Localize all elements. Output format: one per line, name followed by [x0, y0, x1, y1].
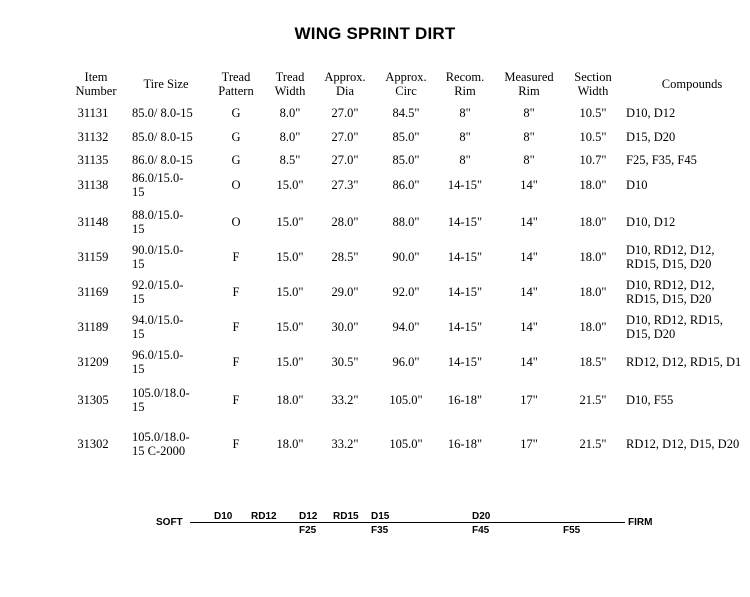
item-number-cell: 31159 [77, 250, 109, 264]
section-width-cell: 21.5" [579, 437, 607, 451]
section-width-cell: 10.7" [579, 153, 607, 167]
item-number-cell: 31138 [77, 178, 109, 192]
compounds-cell [626, 130, 750, 144]
approx-dia-cell: 33.2" [331, 393, 359, 407]
measured-rim-cell: 14" [520, 250, 538, 264]
tire-size-cell-line: 15 [132, 327, 145, 341]
tire-size-cell [132, 348, 212, 376]
page-title: WING SPRINT DIRT [294, 24, 456, 43]
tread-pattern-cell: F [232, 320, 240, 334]
tread-pattern-cell: F [232, 437, 240, 451]
approx-circ-cell: 84.5" [392, 106, 420, 120]
item-number-cell: 31148 [77, 215, 109, 229]
tread-width-cell: 18.0" [276, 393, 304, 407]
section-width-cell: 21.5" [579, 393, 607, 407]
compounds-cell-line: RD12, D12, RD15, D1 [626, 355, 742, 369]
tread-pattern-cell: F [232, 355, 240, 369]
recom-rim-cell: 14-15" [447, 178, 483, 192]
recom-rim-cell: 16-18" [447, 393, 483, 407]
compounds-cell [626, 215, 750, 229]
tire-size-cell-line: 86.0/ 8.0-15 [132, 153, 193, 167]
item-number-cell: 31131 [77, 106, 109, 120]
tire-size-cell [132, 386, 212, 414]
header-approx-circ: Approx. Circ [385, 70, 427, 98]
compounds-cell-line: D10, F55 [626, 393, 674, 407]
tire-size-cell-line: 15 [132, 185, 145, 199]
tread-width-cell: 15.0" [276, 355, 304, 369]
recom-rim-cell: 14-15" [447, 355, 483, 369]
tread-width-cell: 18.0" [276, 437, 304, 451]
approx-dia-cell: 28.0" [331, 215, 359, 229]
tire-size-cell-line: 15 [132, 257, 145, 271]
tire-size-cell [132, 313, 212, 341]
approx-circ-cell: 88.0" [392, 215, 420, 229]
tread-width-cell: 15.0" [276, 285, 304, 299]
scale-firm-label: FIRM [628, 517, 653, 528]
section-width-cell: 10.5" [579, 130, 607, 144]
tire-size-cell [132, 430, 212, 458]
tire-size-cell-line: 88.0/15.0- [132, 208, 184, 222]
section-width-cell: 18.0" [579, 215, 607, 229]
recom-rim-cell: 14-15" [447, 215, 483, 229]
section-width-cell: 18.0" [579, 178, 607, 192]
tread-width-cell: 15.0" [276, 250, 304, 264]
item-number-cell: 31302 [77, 437, 109, 451]
approx-dia-cell: 27.0" [331, 106, 359, 120]
measured-rim-cell: 8" [523, 153, 535, 167]
approx-circ-cell: 92.0" [392, 285, 420, 299]
header-section-width: Section Width [574, 70, 612, 98]
compounds-cell-line: D15, D20 [626, 130, 676, 144]
item-number-cell: 31209 [77, 355, 109, 369]
scale-soft-label: SOFT [156, 517, 183, 528]
scale-mark-f25: F25 [299, 525, 317, 536]
tread-pattern-cell: F [232, 250, 240, 264]
compounds-cell-line: RD15, D15, D20 [626, 257, 712, 271]
tire-size-cell-line: 15 [132, 292, 145, 306]
item-number-cell: 31132 [77, 130, 109, 144]
recom-rim-cell: 14-15" [447, 320, 483, 334]
measured-rim-cell: 8" [523, 130, 535, 144]
scale-mark-rd15: RD15 [333, 511, 359, 522]
tread-pattern-cell: O [231, 215, 241, 229]
scale-mark-f55: F55 [563, 525, 581, 536]
measured-rim-cell: 14" [520, 320, 538, 334]
recom-rim-cell: 14-15" [447, 285, 483, 299]
compounds-cell-line: RD15, D15, D20 [626, 292, 712, 306]
compounds-cell [626, 437, 750, 451]
scale-mark-d15: D15 [371, 511, 390, 522]
compounds-cell [626, 393, 750, 407]
measured-rim-cell: 14" [520, 178, 538, 192]
tire-size-cell-line: 105.0/18.0- [132, 430, 190, 444]
tread-pattern-cell: G [231, 130, 241, 144]
tire-size-cell-line: 85.0/ 8.0-15 [132, 130, 193, 144]
approx-dia-cell: 28.5" [331, 250, 359, 264]
approx-dia-cell: 29.0" [331, 285, 359, 299]
tire-size-cell-line: 94.0/15.0- [132, 313, 184, 327]
tire-size-cell-line: 90.0/15.0- [132, 243, 184, 257]
approx-circ-cell: 94.0" [392, 320, 420, 334]
scale-line [190, 522, 625, 523]
compounds-cell-line: D10, RD12, D12, [626, 243, 715, 257]
section-width-cell: 10.5" [579, 106, 607, 120]
recom-rim-cell: 8" [459, 153, 471, 167]
tire-size-cell-line: 85.0/ 8.0-15 [132, 106, 193, 120]
recom-rim-cell: 16-18" [447, 437, 483, 451]
recom-rim-cell: 8" [459, 130, 471, 144]
header-tread-width: Tread Width [274, 70, 306, 98]
tire-size-cell [132, 208, 212, 236]
compounds-cell-line: D10, RD12, D12, [626, 278, 715, 292]
tread-pattern-cell: G [231, 153, 241, 167]
tire-size-cell [132, 171, 212, 199]
scale-mark-rd12: RD12 [251, 511, 277, 522]
scale-mark-f45: F45 [472, 525, 490, 536]
approx-dia-cell: 27.0" [331, 153, 359, 167]
tread-pattern-cell: F [232, 393, 240, 407]
measured-rim-cell: 14" [520, 355, 538, 369]
compounds-cell-line: D10, D12 [626, 215, 676, 229]
tread-width-cell: 15.0" [276, 178, 304, 192]
tire-size-cell-line: 92.0/15.0- [132, 278, 184, 292]
tread-pattern-cell: G [231, 106, 241, 120]
header-recom-rim: Recom. Rim [445, 70, 485, 98]
tire-size-cell [132, 243, 212, 271]
header-tread-pattern: Tread Pattern [218, 70, 254, 98]
tire-size-cell-line: 86.0/15.0- [132, 171, 184, 185]
tread-width-cell: 8.0" [279, 106, 301, 120]
approx-circ-cell: 86.0" [392, 178, 420, 192]
item-number-cell: 31135 [77, 153, 109, 167]
item-number-cell: 31169 [77, 285, 109, 299]
tread-width-cell: 15.0" [276, 215, 304, 229]
approx-dia-cell: 27.3" [331, 178, 359, 192]
tire-size-cell [132, 106, 212, 120]
approx-dia-cell: 30.5" [331, 355, 359, 369]
header-item-number: Item Number [75, 70, 117, 98]
compounds-cell [626, 313, 750, 341]
tire-size-cell-line: 105.0/18.0- [132, 386, 190, 400]
tread-pattern-cell: F [232, 285, 240, 299]
header-measured-rim: Measured Rim [504, 70, 554, 98]
section-width-cell: 18.0" [579, 320, 607, 334]
recom-rim-cell: 8" [459, 106, 471, 120]
header-compounds: Compounds [661, 77, 723, 91]
header-approx-dia: Approx. Dia [324, 70, 366, 98]
measured-rim-cell: 14" [520, 215, 538, 229]
approx-circ-cell: 105.0" [389, 393, 423, 407]
tire-size-cell [132, 153, 212, 167]
header-tire-size: Tire Size [143, 77, 189, 91]
tire-size-cell-line: 15 [132, 362, 145, 376]
approx-dia-cell: 27.0" [331, 130, 359, 144]
approx-dia-cell: 33.2" [331, 437, 359, 451]
recom-rim-cell: 14-15" [447, 250, 483, 264]
tire-size-cell-line: 96.0/15.0- [132, 348, 184, 362]
tread-width-cell: 15.0" [276, 320, 304, 334]
compounds-cell-line: F25, F35, F45 [626, 153, 697, 167]
compounds-cell-line: D15, D20 [626, 327, 676, 341]
tire-size-cell-line: 15 [132, 222, 145, 236]
tread-width-cell: 8.0" [279, 130, 301, 144]
compounds-cell-line: D10 [626, 178, 648, 192]
compounds-cell [626, 278, 750, 306]
approx-circ-cell: 90.0" [392, 250, 420, 264]
compounds-cell [626, 178, 750, 192]
approx-circ-cell: 105.0" [389, 437, 423, 451]
approx-circ-cell: 96.0" [392, 355, 420, 369]
scale-mark-d12: D12 [299, 511, 318, 522]
approx-circ-cell: 85.0" [392, 130, 420, 144]
section-width-cell: 18.0" [579, 250, 607, 264]
tread-width-cell: 8.5" [279, 153, 301, 167]
compounds-cell-line: D10, D12 [626, 106, 676, 120]
scale-mark-d20: D20 [472, 511, 491, 522]
tire-size-cell [132, 278, 212, 306]
compounds-cell-line: D10, RD12, RD15, [626, 313, 723, 327]
approx-circ-cell: 85.0" [392, 153, 420, 167]
measured-rim-cell: 14" [520, 285, 538, 299]
tire-size-cell-line: 15 C-2000 [132, 444, 186, 458]
scale-mark-f35: F35 [371, 525, 389, 536]
measured-rim-cell: 8" [523, 106, 535, 120]
compounds-cell [626, 355, 750, 369]
measured-rim-cell: 17" [520, 437, 538, 451]
item-number-cell: 31189 [77, 320, 109, 334]
tire-size-cell-line: 15 [132, 400, 145, 414]
compounds-cell-line: RD12, D12, D15, D20 [626, 437, 740, 451]
compounds-cell [626, 106, 750, 120]
compounds-cell [626, 243, 750, 271]
approx-dia-cell: 30.0" [331, 320, 359, 334]
section-width-cell: 18.0" [579, 285, 607, 299]
tire-size-cell [132, 130, 212, 144]
item-number-cell: 31305 [77, 393, 109, 407]
section-width-cell: 18.5" [579, 355, 607, 369]
tread-pattern-cell: O [231, 178, 241, 192]
measured-rim-cell: 17" [520, 393, 538, 407]
scale-mark-d10: D10 [214, 511, 233, 522]
compounds-cell [626, 153, 750, 167]
